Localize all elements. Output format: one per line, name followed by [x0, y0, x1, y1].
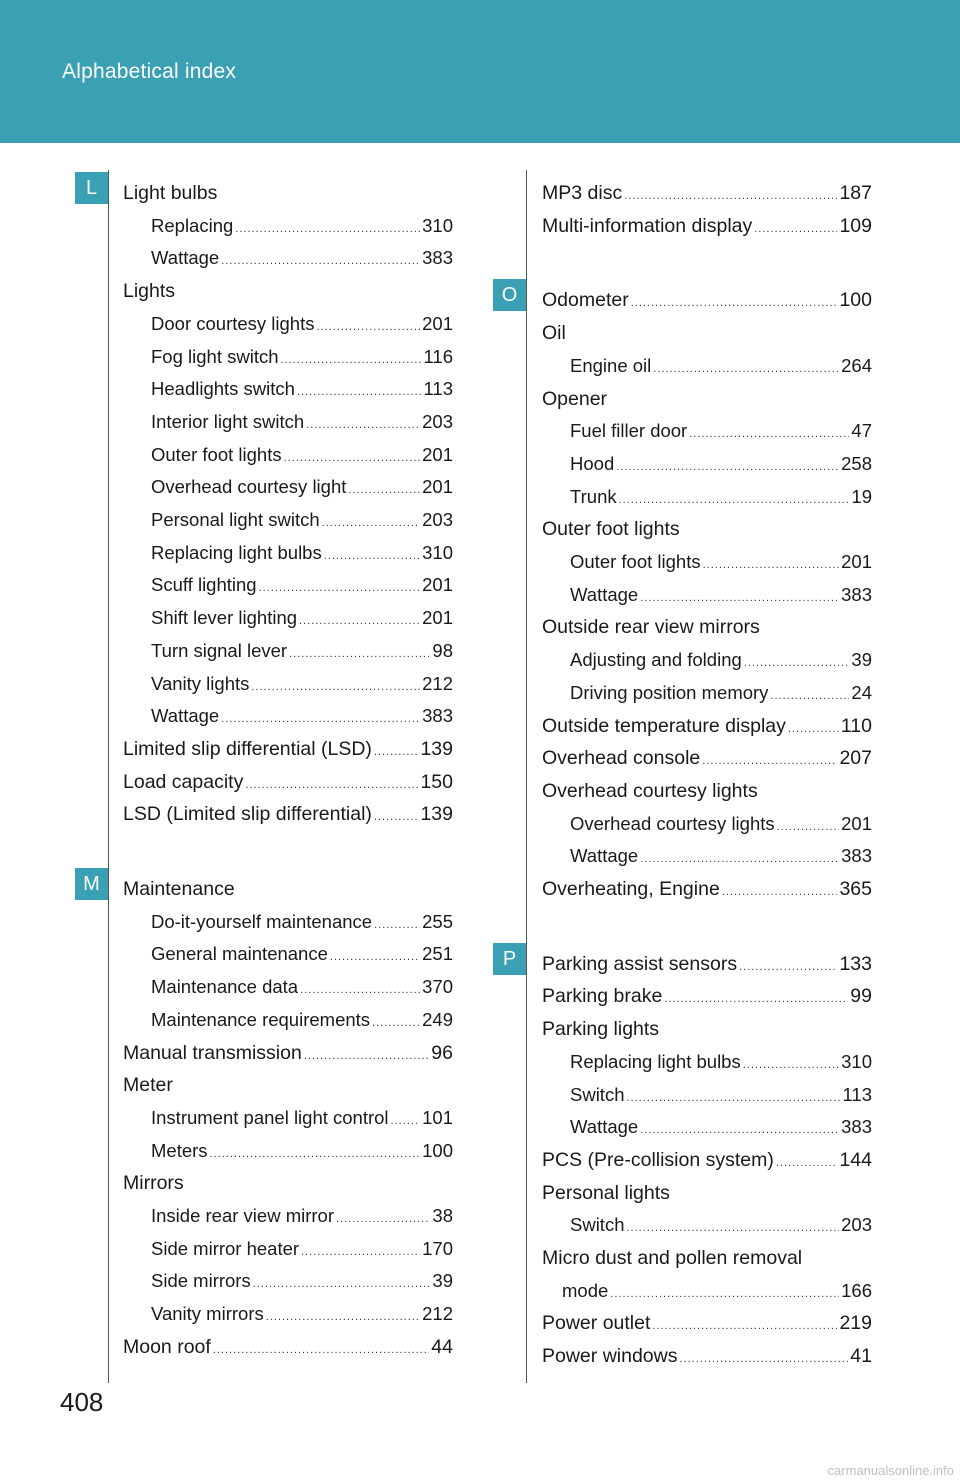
dot-leader: [627, 1083, 841, 1113]
entry-label: Scuff lighting: [151, 574, 257, 596]
index-subentry: [151, 972, 453, 1002]
index-subentry: [151, 1266, 453, 1296]
entry-page-number[interactable]: 219: [839, 1312, 872, 1335]
entry-page-number[interactable]: 203: [422, 509, 453, 530]
entry-page-number[interactable]: 96: [431, 1041, 453, 1064]
entry-page-number[interactable]: 150: [420, 770, 453, 793]
index-entry: [542, 514, 872, 544]
entry-label: Shift lever lighting: [151, 607, 298, 629]
index-subentry: [570, 841, 872, 871]
dot-leader: [301, 1237, 420, 1267]
entry-label: Overhead courtesy lights: [542, 779, 758, 802]
entry-page-number[interactable]: 201: [422, 312, 453, 334]
entry-page-number[interactable]: 187: [839, 182, 872, 204]
header-title: Alphabetical index: [62, 60, 237, 83]
entry-label: Wattage: [151, 247, 220, 269]
entry-page-number[interactable]: 370: [422, 976, 453, 998]
index-entry: [542, 1341, 872, 1371]
entry-page-number[interactable]: 101: [422, 1106, 453, 1128]
index-entry: [542, 1243, 872, 1273]
entry-label: Meters: [151, 1139, 208, 1161]
index-subentry: [151, 669, 453, 699]
page-header: [0, 0, 960, 143]
entry-page-number[interactable]: 39: [851, 649, 872, 671]
dot-leader: [770, 681, 849, 711]
dot-leader: [221, 704, 420, 734]
dot-leader: [324, 541, 420, 571]
entry-label: Power outlet: [542, 1312, 651, 1335]
entry-label: Power windows: [542, 1345, 678, 1368]
entry-label: Overheating, Engine: [542, 878, 720, 900]
dot-leader: [336, 1204, 430, 1234]
dot-leader: [251, 672, 420, 702]
entry-label: Replacing light bulbs: [570, 1050, 741, 1072]
dot-leader: [776, 1148, 838, 1178]
dot-leader: [322, 508, 420, 538]
dot-leader: [348, 475, 420, 505]
index-subentry: [570, 1112, 872, 1142]
entry-page-number[interactable]: 98: [432, 639, 453, 661]
dot-leader: [316, 312, 420, 342]
entry-page-number[interactable]: 383: [422, 705, 453, 727]
index-subentry: [570, 482, 872, 512]
entry-label: Wattage: [570, 1116, 639, 1138]
entry-page-number[interactable]: 19: [851, 485, 872, 507]
entry-page-number[interactable]: 44: [431, 1335, 453, 1358]
index-subentry: [151, 570, 453, 600]
index-subentry: [151, 211, 453, 241]
entry-page-number[interactable]: 144: [839, 1148, 872, 1171]
entry-label: Outside temperature display: [542, 714, 786, 737]
dot-leader: [703, 550, 840, 580]
dot-leader: [619, 485, 850, 515]
entry-page-number[interactable]: 139: [420, 737, 453, 760]
index-subentry: [151, 472, 453, 502]
entry-label: Wattage: [570, 845, 639, 867]
entry-page-number[interactable]: 116: [423, 345, 453, 367]
entry-label: General maintenance: [151, 943, 328, 965]
entry-label: Limited slip differential (LSD): [123, 737, 372, 760]
entry-page-number[interactable]: 249: [422, 1008, 453, 1030]
dot-leader: [640, 1115, 839, 1145]
dot-leader: [679, 1344, 848, 1374]
letter-tab-l: L: [75, 172, 108, 204]
entry-label: Load capacity: [123, 770, 244, 793]
entry-label: Manual transmission: [123, 1041, 302, 1064]
entry-label: Micro dust and pollen removal: [542, 1247, 803, 1269]
entry-page-number[interactable]: 251: [422, 943, 453, 965]
index-entry: [542, 874, 872, 904]
entry-page-number[interactable]: 264: [841, 354, 872, 376]
entry-page-number[interactable]: 110: [840, 714, 872, 737]
index-subentry: [151, 342, 453, 372]
index-subentry: [151, 243, 453, 273]
index-entry: [542, 318, 872, 348]
dot-leader: [259, 573, 421, 603]
right-column-rule: [526, 170, 527, 1383]
index-subentry: [562, 1276, 872, 1306]
index-entry: [542, 1014, 872, 1044]
dot-leader: [610, 1279, 839, 1309]
entry-label: Side mirror heater: [151, 1237, 300, 1259]
entry-label: Moon roof: [123, 1335, 211, 1358]
entry-page-number[interactable]: 166: [841, 1279, 872, 1301]
entry-page-number[interactable]: 201: [422, 476, 453, 498]
dot-leader: [235, 214, 420, 244]
index-entry: [123, 767, 453, 797]
index-subentry: [151, 538, 453, 568]
entry-label: Outer foot lights: [570, 551, 701, 572]
entry-label: Multi-information display: [542, 214, 753, 237]
entry-page-number[interactable]: 201: [422, 443, 453, 465]
index-entry: [123, 178, 453, 208]
index-subentry: [151, 1234, 453, 1264]
entry-page-number[interactable]: 383: [841, 845, 872, 867]
entry-page-number[interactable]: 100: [422, 1139, 453, 1161]
index-subentry: [570, 1210, 872, 1240]
index-subentry: [151, 1103, 453, 1133]
dot-leader: [300, 975, 420, 1005]
dot-leader: [297, 377, 422, 407]
letter-tab-p: P: [493, 943, 526, 975]
entry-label: Interior light switch: [151, 410, 305, 432]
dot-leader: [299, 606, 420, 636]
entry-label: Engine oil: [570, 354, 652, 376]
entry-label: Headlights switch: [151, 378, 295, 400]
index-entry: [123, 799, 453, 829]
entry-label: Maintenance data: [151, 976, 299, 998]
entry-label: Parking lights: [542, 1018, 660, 1041]
entry-page-number[interactable]: 203: [422, 410, 453, 432]
dot-leader: [372, 1008, 420, 1038]
entry-label: Wattage: [151, 705, 220, 727]
index-entry: [542, 1145, 872, 1175]
index-subentry: [570, 351, 872, 381]
entry-page-number[interactable]: 212: [422, 1303, 453, 1325]
entry-page-number[interactable]: 203: [841, 1214, 872, 1236]
dot-leader: [652, 1311, 837, 1341]
entry-page-number[interactable]: 109: [839, 214, 872, 237]
entry-label: Fuel filler door: [570, 420, 688, 442]
dot-leader: [624, 181, 837, 211]
dot-leader: [739, 952, 837, 982]
index-entry: [123, 1332, 453, 1362]
entry-page-number[interactable]: 207: [839, 747, 872, 770]
entry-page-number[interactable]: 24: [851, 681, 872, 703]
index-subentry: [570, 678, 872, 708]
dot-leader: [281, 345, 422, 375]
index-entry: [542, 949, 872, 979]
entry-label: Do-it-yourself maintenance: [151, 910, 373, 932]
entry-label: Instrument panel light control: [151, 1106, 389, 1128]
dot-leader: [631, 288, 838, 318]
index-entry: [542, 711, 872, 741]
dot-leader: [306, 410, 420, 440]
index-subentry: [151, 939, 453, 969]
entry-label: Wattage: [570, 583, 639, 605]
entry-page-number[interactable]: 310: [841, 1050, 872, 1072]
dot-leader: [640, 844, 839, 874]
entry-label: mode: [562, 1279, 609, 1301]
entry-label: Vanity mirrors: [151, 1303, 264, 1325]
entry-label: Turn signal lever: [151, 639, 288, 661]
index-subentry: [570, 547, 872, 577]
index-subentry: [151, 907, 453, 937]
entry-label: Parking brake: [542, 985, 663, 1008]
entry-page-number[interactable]: 47: [851, 420, 872, 442]
index-entry: [542, 981, 872, 1011]
index-subentry: [151, 407, 453, 437]
index-subentry: [570, 449, 872, 479]
entry-label: Adjusting and folding: [570, 649, 742, 671]
dot-leader: [754, 214, 837, 244]
entry-label: Outer foot lights: [542, 518, 680, 541]
dot-leader: [210, 1139, 421, 1169]
dot-leader: [640, 583, 839, 613]
dot-leader: [722, 877, 838, 907]
index-entry: [542, 776, 872, 806]
index-subentry: [151, 309, 453, 339]
index-entry: [542, 211, 872, 241]
index-subentry: [570, 645, 872, 675]
entry-page-number[interactable]: 170: [422, 1237, 453, 1259]
dot-leader: [221, 246, 420, 276]
index-subentry: [151, 603, 453, 633]
entry-page-number[interactable]: 38: [432, 1205, 453, 1226]
index-subentry: [151, 374, 453, 404]
entry-page-number[interactable]: 201: [422, 607, 453, 629]
index-entry: [542, 384, 872, 414]
entry-page-number[interactable]: 255: [422, 910, 453, 932]
entry-label: Overhead courtesy light: [151, 476, 347, 498]
index-entry: [123, 276, 453, 306]
entry-label: Driving position memory: [570, 681, 769, 703]
index-subentry: [151, 440, 453, 470]
entry-page-number[interactable]: 201: [841, 551, 872, 572]
index-entry: [123, 1168, 453, 1198]
index-subentry: [151, 505, 453, 535]
entry-label: Door courtesy lights: [151, 312, 315, 334]
dot-leader: [374, 802, 419, 832]
dot-leader: [744, 648, 850, 678]
dot-leader: [689, 419, 849, 449]
dot-leader: [304, 1041, 429, 1071]
entry-page-number[interactable]: 310: [422, 214, 453, 236]
index-subentry: [570, 580, 872, 610]
dot-leader: [653, 354, 839, 384]
entry-label: Personal lights: [542, 1181, 670, 1204]
index-entry: [542, 743, 872, 773]
letter-tab-o: O: [493, 279, 526, 311]
index-subentry: [151, 1299, 453, 1329]
entry-label: Maintenance: [123, 878, 235, 900]
entry-page-number[interactable]: 365: [839, 878, 872, 900]
index-entry: [123, 1038, 453, 1068]
dot-leader: [616, 452, 839, 482]
index-subentry: [570, 809, 872, 839]
dot-leader: [777, 812, 839, 842]
entry-label: Switch: [570, 1083, 625, 1105]
entry-page-number[interactable]: 212: [422, 672, 453, 694]
entry-page-number[interactable]: 310: [422, 541, 453, 563]
entry-page-number[interactable]: 113: [842, 1083, 872, 1105]
index-entry: [542, 285, 872, 315]
entry-label: Fog light switch: [151, 345, 279, 367]
index-subentry: [151, 1005, 453, 1035]
entry-page-number[interactable]: 201: [422, 574, 453, 596]
entry-page-number[interactable]: 41: [850, 1345, 872, 1368]
entry-page-number[interactable]: 383: [422, 247, 453, 269]
entry-page-number[interactable]: 258: [841, 452, 872, 474]
entry-label: Light bulbs: [123, 182, 218, 204]
entry-label: Trunk: [570, 485, 617, 507]
index-entry: [542, 178, 872, 208]
index-entry: [542, 1178, 872, 1208]
entry-label: Mirrors: [123, 1172, 184, 1195]
dot-leader: [253, 1269, 431, 1299]
entry-label: Outside rear view mirrors: [542, 616, 760, 639]
entry-label: Overhead courtesy lights: [570, 812, 775, 834]
dot-leader: [374, 910, 420, 940]
entry-page-number[interactable]: 201: [841, 812, 872, 834]
dot-leader: [788, 714, 839, 744]
entry-label: Vanity lights: [151, 672, 250, 694]
index-subentry: [570, 1047, 872, 1077]
dot-leader: [266, 1302, 420, 1332]
entry-label: Replacing light bulbs: [151, 541, 322, 563]
dot-leader: [284, 443, 421, 473]
index-subentry: [151, 636, 453, 666]
page-number: 408: [60, 1387, 104, 1417]
index-entry: [123, 734, 453, 764]
index-entry: [542, 612, 872, 642]
index-subentry: [570, 416, 872, 446]
entry-page-number[interactable]: 39: [432, 1270, 453, 1292]
entry-label: Inside rear view mirror: [151, 1205, 334, 1226]
index-subentry: [151, 701, 453, 731]
entry-page-number[interactable]: 100: [839, 289, 872, 312]
entry-label: Opener: [542, 387, 608, 410]
index-subentry: [570, 1080, 872, 1110]
index-subentry: [151, 1201, 453, 1231]
entry-label: Lights: [123, 280, 176, 303]
index-entry: [123, 874, 453, 904]
entry-label: Overhead console: [542, 747, 701, 770]
index-subentry: [151, 1136, 453, 1166]
dot-leader: [391, 1106, 421, 1136]
entry-page-number[interactable]: 133: [839, 952, 872, 975]
entry-label: Outer foot lights: [151, 443, 282, 465]
entry-label: Maintenance requirements: [151, 1008, 371, 1030]
index-entry: [123, 1070, 453, 1100]
dot-leader: [743, 1050, 839, 1080]
dot-leader: [664, 984, 848, 1014]
entry-label: Odometer: [542, 289, 629, 312]
dot-leader: [213, 1335, 429, 1365]
entry-page-number[interactable]: 383: [841, 1116, 872, 1138]
dot-leader: [330, 942, 420, 972]
entry-label: Replacing: [151, 214, 234, 236]
left-column-rule: [108, 170, 109, 1383]
dot-leader: [245, 770, 418, 800]
entry-label: Personal light switch: [151, 509, 320, 530]
entry-page-number[interactable]: 99: [850, 985, 872, 1008]
dot-leader: [374, 737, 419, 767]
entry-label: LSD (Limited slip differential): [123, 803, 372, 826]
entry-label: Parking assist sensors: [542, 952, 738, 975]
entry-page-number[interactable]: 113: [423, 378, 453, 400]
entry-label: Meter: [123, 1074, 173, 1097]
entry-label: Switch: [570, 1214, 625, 1236]
entry-label: PCS (Pre-collision system): [542, 1148, 774, 1171]
entry-label: Hood: [570, 452, 615, 474]
index-entry: [542, 1308, 872, 1338]
entry-label: Side mirrors: [151, 1270, 251, 1292]
dot-leader: [289, 639, 430, 669]
letter-tab-m: M: [75, 868, 108, 900]
dot-leader: [627, 1213, 840, 1243]
watermark: carmanualsonline.info: [827, 1463, 954, 1478]
entry-label: MP3 disc: [542, 182, 623, 204]
entry-page-number[interactable]: 139: [420, 803, 453, 826]
entry-label: Oil: [542, 322, 566, 345]
entry-page-number[interactable]: 383: [841, 583, 872, 605]
dot-leader: [702, 746, 837, 776]
